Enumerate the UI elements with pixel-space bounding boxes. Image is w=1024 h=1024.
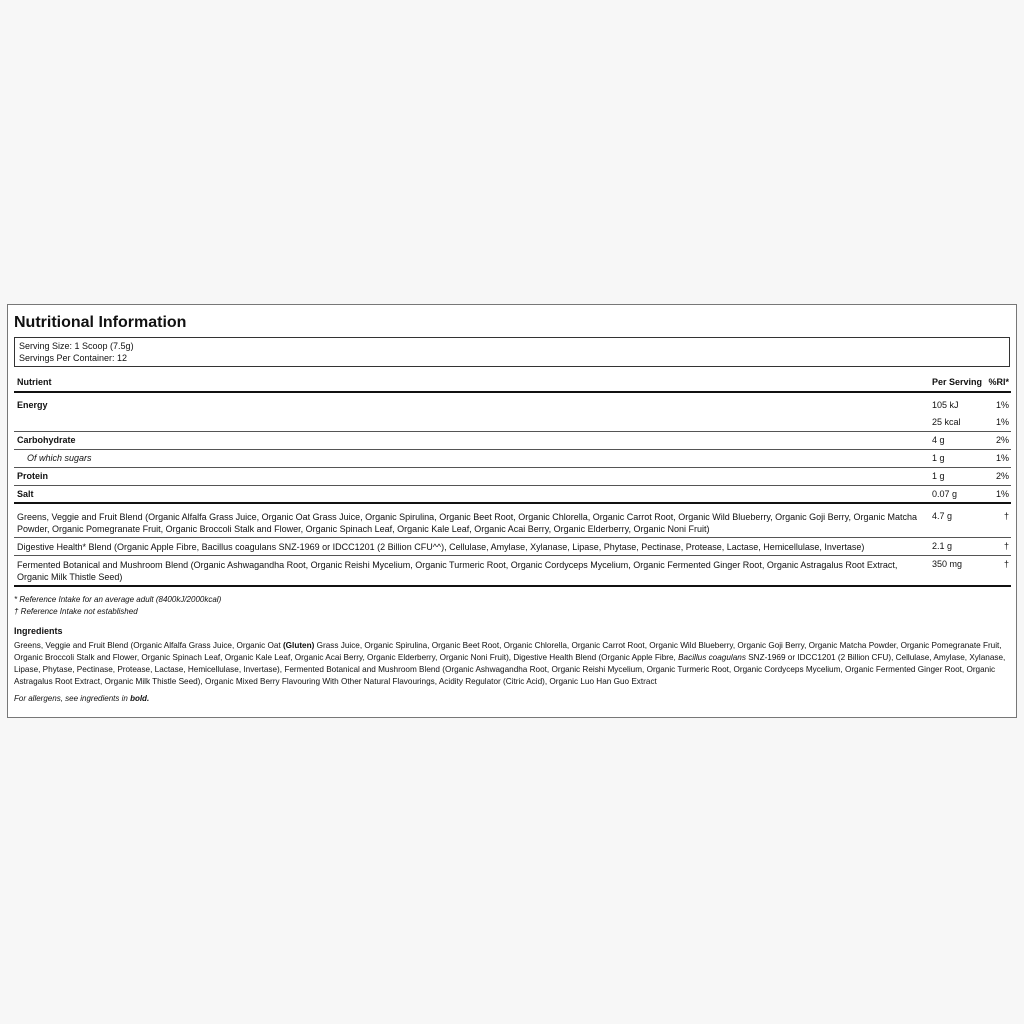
divider bbox=[14, 537, 1011, 538]
row-ri: 1% bbox=[995, 489, 1009, 499]
allergen-gluten: (Gluten) bbox=[282, 641, 315, 650]
row-ri: † bbox=[1003, 559, 1009, 569]
row-per-serving: 4 g bbox=[932, 435, 945, 445]
header-nutrient: Nutrient bbox=[17, 377, 52, 387]
divider bbox=[14, 431, 1011, 432]
nutrition-panel bbox=[7, 304, 1017, 718]
row-ri: 2% bbox=[995, 435, 1009, 445]
divider bbox=[14, 467, 1011, 468]
ingredients-part: Greens, Veggie and Fruit Blend (Organic Alfalfa Grass Juice, Organic Oat bbox=[14, 641, 283, 650]
header-per-serving: Per Serving bbox=[932, 377, 983, 387]
blend-name: Digestive Health* Blend (Organic Apple Fibre, Bacillus coagulans SNZ-1969 or IDCC1201 (2 Billion CFU^^), Cellulase, Amylase, Xylanase, Lipase, Phytase, Pectinase, Protease, Lactase, Hemicellulase, Invertase) bbox=[17, 542, 865, 552]
row-ri: † bbox=[1003, 541, 1009, 551]
row-name: Energy bbox=[17, 400, 48, 410]
row-per-serving: 2.1 g bbox=[932, 541, 953, 551]
species-name: Bacillus coagulans bbox=[678, 653, 746, 662]
divider bbox=[14, 449, 1011, 450]
row-per-serving: 1 g bbox=[932, 453, 945, 463]
allergen-note bbox=[14, 694, 149, 703]
ingredients-part: Grass Juice, Organic Spirulina, Organic Beet Root, Organic Chlorella, Organic Carrot Root, Organic Wild Blueberry, Organic Goji Berry, Organic Matcha Powder, Organic Pomegranate Fruit, Organic Broccoli Stalk and Flower, Organic Spinach Leaf, Organic Kale Leaf, Organic Acai Berry, Organic Elderberry, Organic Noni Fruit), Digestive Health Blend (Organic Apple Fibre, bbox=[14, 641, 1002, 662]
row-ri: 1% bbox=[995, 417, 1009, 427]
row-per-serving: 350 mg bbox=[932, 559, 963, 569]
row-ri: 1% bbox=[995, 400, 1009, 410]
divider bbox=[14, 485, 1011, 486]
footnote-ri: * Reference Intake for an average adult (8400kJ/2000kcal) bbox=[14, 595, 222, 604]
row-ri: † bbox=[1003, 511, 1009, 521]
footnotes bbox=[14, 594, 221, 618]
row-per-serving: 0.07 g bbox=[932, 489, 958, 499]
ingredients-text bbox=[14, 640, 1010, 688]
footnote-dagger: † Reference Intake not established bbox=[14, 607, 138, 616]
row-name: Protein bbox=[17, 471, 49, 481]
row-ri: 1% bbox=[995, 453, 1009, 463]
row-name: Carbohydrate bbox=[17, 435, 76, 445]
row-name: Salt bbox=[17, 489, 34, 499]
row-per-serving: 1 g bbox=[932, 471, 945, 481]
page-title: Nutritional Information bbox=[14, 314, 187, 331]
blend-name: Greens, Veggie and Fruit Blend (Organic Alfalfa Grass Juice, Organic Oat Grass Juice, Organic Spirulina, Organic Beet Root, Organic Chlorella, Organic Carrot Root, Organic Wild Blueberry, Organic Goji Berry, Organic Matcha Powder, Organic Pomegranate Fruit, Organic Broccoli Stalk and Flower, Organic Spinach Leaf, Organic Kale Leaf, Organic Acai Berry, Organic Elderberry, Organic Noni Fruit) bbox=[17, 512, 918, 534]
ingredients-part: SNZ-1969 or IDCC1201 (2 Billion CFU), Cellulase, Amylase, Xylanase, Lipase, Phytase, Pectinase, Protease, Lactase, Hemicellulase, Invertase), Fermented Botanical and Mushroom Blend (Organic Ashwagandha Root, Organic Reishi Mycelium, Organic Turmeric Root, Organic Cordyceps Mycelium, Organic Fermented Ginger Root, Organic Astragalus Root Extract, Organic Milk Thistle Seed), Organic Mixed Berry Flavouring With Other Natural Flavourings, Acidity Regulator (Citric Acid), Organic Luo Han Guo Extract bbox=[14, 653, 1006, 686]
row-per-serving: 4.7 g bbox=[932, 511, 953, 521]
row-name: Of which sugars bbox=[27, 453, 92, 463]
allergen-note-text: For allergens, see ingredients in bbox=[14, 694, 131, 703]
serving-info-box bbox=[14, 337, 1010, 367]
row-ri: 2% bbox=[995, 471, 1009, 481]
divider bbox=[14, 585, 1011, 587]
allergen-note-bold: bold. bbox=[130, 694, 150, 703]
divider bbox=[14, 555, 1011, 556]
row-per-serving: 25 kcal bbox=[932, 417, 961, 427]
divider bbox=[14, 502, 1011, 504]
divider bbox=[14, 391, 1011, 393]
row-per-serving: 105 kJ bbox=[932, 400, 959, 410]
serving-size: Serving Size: 1 Scoop (7.5g) bbox=[19, 341, 134, 351]
blend-name: Fermented Botanical and Mushroom Blend (Organic Ashwagandha Root, Organic Reishi Mycelium, Organic Turmeric Root, Organic Cordyceps Mycelium, Organic Fermented Ginger Root, Organic Astragalus Root Extract, Organic Milk Thistle Seed) bbox=[17, 560, 898, 582]
header-ri: %RI* bbox=[988, 377, 1009, 387]
ingredients-title: Ingredients bbox=[14, 626, 63, 636]
servings-per-container: Servings Per Container: 12 bbox=[19, 353, 128, 363]
